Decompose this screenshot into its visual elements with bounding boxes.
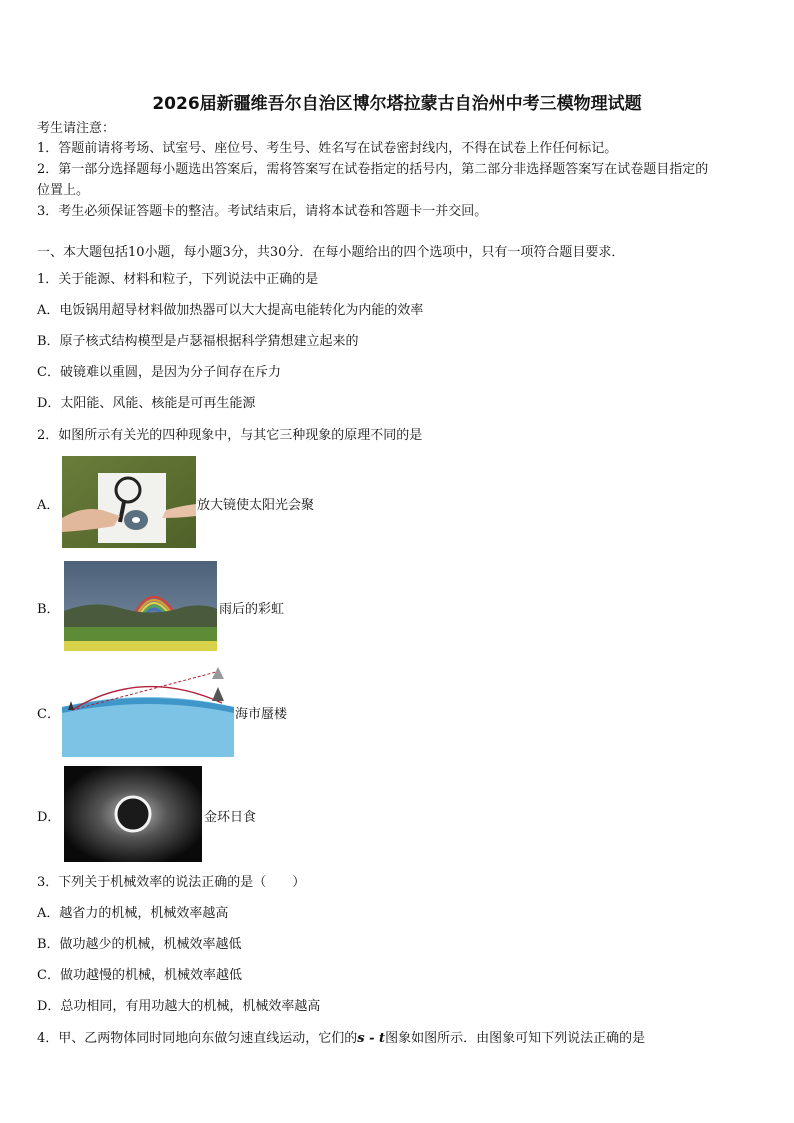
- page-title: 2026届新疆维吾尔自治区博尔塔拉蒙古自治州中考三模物理试题: [152, 94, 642, 114]
- q3-option-b: B．做功越少的机械，机械效率越低: [37, 937, 242, 952]
- magnifier-photo: [62, 456, 196, 548]
- mirage-diagram: [62, 665, 234, 757]
- q2-option-a-caption: 放大镜使太阳光会聚: [197, 498, 315, 513]
- q1-option-c: C．破镜难以重圆，是因为分子间存在斥力: [37, 365, 281, 380]
- q1-option-d: D．太阳能、风能、核能是可再生能源: [37, 396, 256, 411]
- notice-item-2-cont: 位置上。: [37, 183, 90, 198]
- eclipse-photo: [64, 766, 202, 862]
- q2-option-a-label: A．: [37, 498, 60, 513]
- notice-item-3: 3．考生必须保证答题卡的整洁。考试结束后，请将本试卷和答题卡一并交回。: [37, 204, 488, 219]
- q4-stem: [37, 1031, 645, 1047]
- q2-stem: 2．如图所示有关光的四种现象中，与其它三种现象的原理不同的是: [37, 428, 423, 443]
- q2-option-d-label: D．: [37, 810, 61, 825]
- q4-stem-suffix: 图象如图所示．由图象可知下列说法正确的是: [385, 1031, 646, 1046]
- rainbow-photo: [64, 561, 217, 651]
- q3-option-c: C．做功越慢的机械，机械效率越低: [37, 968, 242, 983]
- q2-option-b-caption: 雨后的彩虹: [219, 602, 285, 617]
- q2-option-d-caption: 金环日食: [204, 810, 257, 825]
- notice-item-2: 2．第一部分选择题每小题选出答案后，需将答案写在试卷指定的括号内，第二部分非选择题答案写在试卷题目指定的: [37, 162, 709, 177]
- q1-option-a: A．电饭锅用超导材料做加热器可以大大提高电能转化为内能的效率: [37, 303, 424, 318]
- q3-stem: 3．下列关于机械效率的说法正确的是（ ）: [37, 875, 306, 890]
- q2-option-c-label: C．: [37, 707, 60, 722]
- q4-st-symbol: s - t: [357, 1031, 386, 1046]
- q3-option-d: D．总功相同，有用功越大的机械，机械效率越高: [37, 999, 321, 1014]
- section-heading: 一、本大题包括10小题，每小题3分，共30分．在每小题给出的四个选项中，只有一项符合题目要求．: [37, 245, 625, 260]
- q1-option-b: B．原子核式结构模型是卢瑟福根据科学猜想建立起来的: [37, 334, 359, 349]
- q1-stem: 1．关于能源、材料和粒子，下列说法中正确的是: [37, 272, 319, 287]
- q2-option-c-caption: 海市蜃楼: [235, 707, 288, 722]
- q4-stem-prefix: 4．甲、乙两物体同时同地向东做匀速直线运动，它们的: [37, 1031, 358, 1046]
- q3-option-a: A．越省力的机械，机械效率越高: [37, 906, 229, 921]
- notice-heading: 考生请注意：: [37, 121, 116, 136]
- notice-item-1: 1．答题前请将考场、试室号、座位号、考生号、姓名写在试卷密封线内，不得在试卷上作任何标记。: [37, 141, 618, 156]
- q2-option-b-label: B．: [37, 602, 60, 617]
